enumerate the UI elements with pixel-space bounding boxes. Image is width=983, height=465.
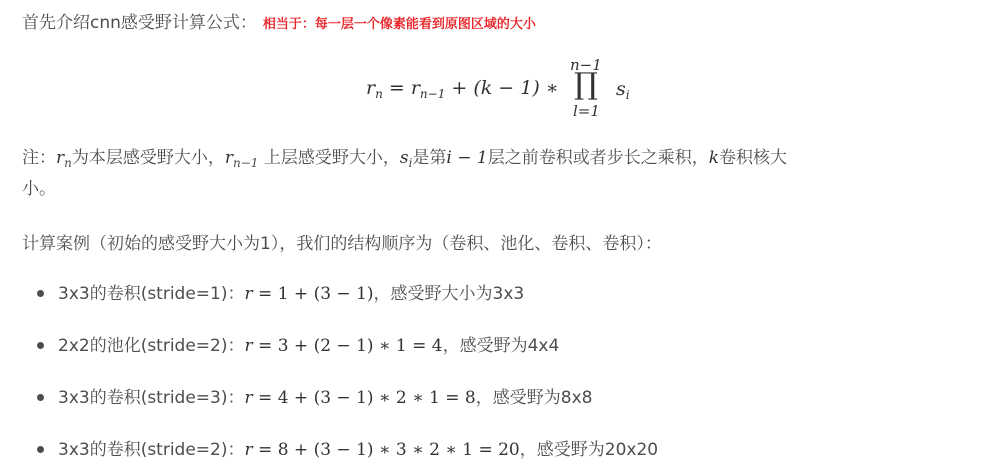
step-expr: = 1 + (3 − 1) <box>252 284 374 304</box>
note-prefix: 注： <box>22 148 56 168</box>
intro-line <box>22 12 536 36</box>
formula-r-sub: n <box>375 87 383 101</box>
step-label: 3x3的卷积(stride=2)： <box>58 440 245 460</box>
receptive-field-formula <box>366 56 646 122</box>
product-lower-limit: l=1 <box>573 102 600 120</box>
note-t5: 卷积核大 <box>719 148 788 168</box>
note-t1: 为本层感受野大小， <box>71 148 225 168</box>
step-label: 2x2的池化(stride=2)： <box>58 336 245 356</box>
note-s-sub: i <box>408 156 413 170</box>
note-s: s <box>399 148 409 168</box>
note-line <box>22 147 787 174</box>
calculation-steps-list <box>22 272 962 465</box>
intro-text: 首先介绍cnn感受野计算公式： <box>22 13 257 33</box>
note-i-expr: i − 1 <box>446 148 488 168</box>
list-item <box>22 272 962 324</box>
formula-r: r <box>366 77 376 99</box>
formula-mid: + (k − 1) ∗ <box>445 77 559 99</box>
step-r: r <box>244 440 253 460</box>
step-result: ，感受野为20x20 <box>519 440 659 460</box>
note-k: k <box>708 148 720 168</box>
product-symbol: ∏ <box>574 67 598 102</box>
formula-lhs <box>366 77 559 101</box>
step-label: 3x3的卷积(stride=3)： <box>58 388 245 408</box>
step-r: r <box>244 388 253 408</box>
list-item <box>22 376 962 428</box>
example-intro: 计算案例（初始的感受野大小为1），我们的结构顺序为（卷积、池化、卷积、卷积）： <box>22 234 662 254</box>
step-result: ，感受野为8x8 <box>475 388 593 408</box>
step-result: ，感受野为4x4 <box>442 336 560 356</box>
red-annotation: 相当于：每一层一个像素能看到原图区域的大小 <box>262 17 536 32</box>
step-label: 3x3的卷积(stride=1)： <box>58 284 245 304</box>
note-r-prev-sub: n−1 <box>233 156 259 170</box>
product-upper-limit: n−1 <box>570 56 602 74</box>
note-t2: 上层感受野大小， <box>258 148 400 168</box>
step-expr: = 4 + (3 − 1) ∗ 2 ∗ 1 = 8 <box>252 388 476 408</box>
step-r: r <box>244 336 253 356</box>
bullet-icon <box>37 394 44 401</box>
note-r-prev: r <box>224 148 234 168</box>
bullet-icon <box>37 446 44 453</box>
formula-stride-term <box>616 78 630 102</box>
note-line-2 <box>22 178 56 200</box>
list-item <box>22 324 962 376</box>
note-t6: 小。 <box>22 179 56 199</box>
bullet-icon <box>37 342 44 349</box>
bullet-icon <box>37 290 44 297</box>
formula-s-sub: i <box>625 88 630 102</box>
note-r: r <box>56 148 65 168</box>
note-t3: 是第 <box>412 148 447 168</box>
note-t4: 层之前卷积或者步长之乘积， <box>487 148 709 168</box>
formula-r-prev-sub: n−1 <box>419 87 446 101</box>
formula-s: s <box>616 78 626 100</box>
step-expr: = 8 + (3 − 1) ∗ 3 ∗ 2 ∗ 1 = 20 <box>252 440 520 460</box>
list-item <box>22 428 962 465</box>
step-expr: = 3 + (2 − 1) ∗ 1 = 4 <box>252 336 443 356</box>
note-r-sub: n <box>64 156 72 170</box>
step-result: ，感受野大小为3x3 <box>373 284 525 304</box>
formula-eq: = <box>382 77 411 99</box>
formula-r-prev: r <box>410 77 420 99</box>
step-r: r <box>244 284 253 304</box>
